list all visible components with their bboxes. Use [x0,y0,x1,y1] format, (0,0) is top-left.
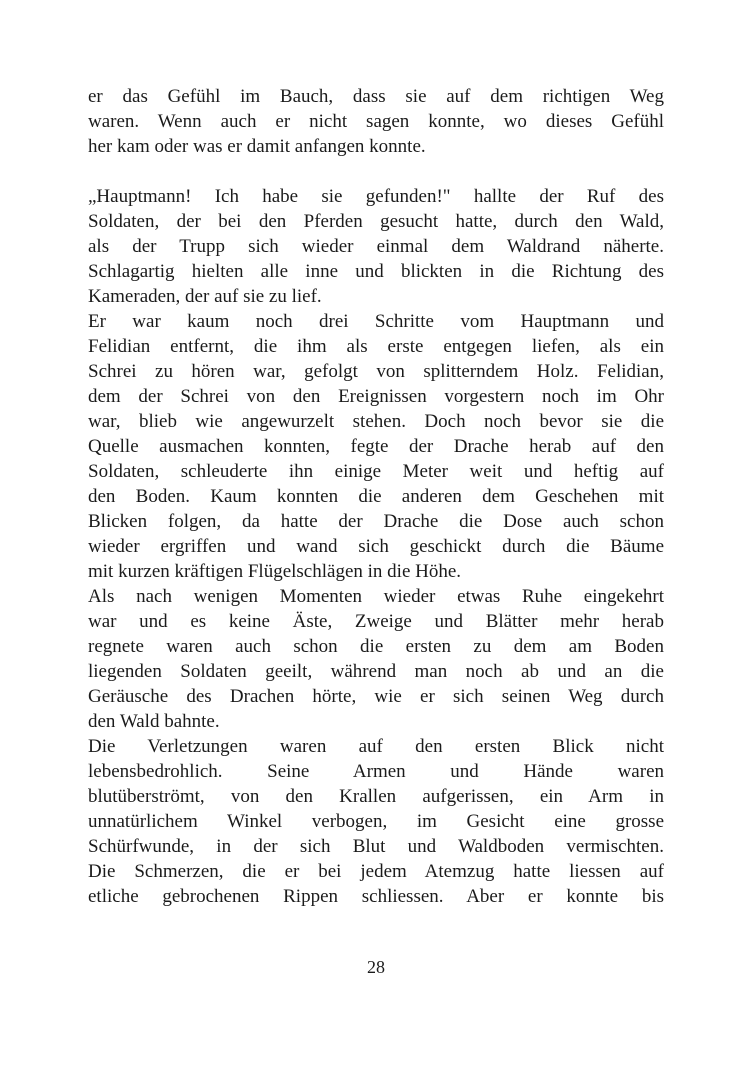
paragraph [88,184,664,309]
text-line: Geräusche des Drachen hörte, wie er sich seinen Weg durch [88,686,664,707]
text-line: Als nach wenigen Momenten wieder etwas Ruhe eingekehrt [88,586,664,607]
text-line: liegenden Soldaten geeilt, während man noch ab und an die [88,661,664,682]
text-line: mit kurzen kräftigen Flügelschlägen in die Höhe. [88,561,462,582]
paragraph [88,309,664,584]
text-line: regnete waren auch schon die ersten zu dem am Boden [88,636,664,657]
text-line: Soldaten, der bei den Pferden gesucht hatte, durch den Wald, [88,211,664,232]
page-number: 28 [367,957,385,977]
text-line: unnatürlichem Winkel verbogen, im Gesicht eine grosse [88,811,664,832]
text-block [88,84,664,909]
text-line: Blicken folgen, da hatte der Drache die Dose auch schon [88,511,664,532]
paragraph [88,584,664,734]
text-line: wieder ergriffen und wand sich geschickt durch die Bäume [88,536,664,557]
text-line: „Hauptmann! Ich habe sie gefunden!" hallte der Ruf des [88,186,664,207]
text-line: Schrei zu hören war, gefolgt von splitterndem Holz. Felidian, [88,361,664,382]
text-line: Quelle ausmachen konnten, fegte der Drache herab auf den [88,436,664,457]
text-line: Die Schmerzen, die er bei jedem Atemzug hatte liessen auf [88,861,664,882]
text-line: Er war kaum noch drei Schritte vom Hauptmann und [88,311,664,332]
paragraph [88,734,664,909]
text-line: er das Gefühl im Bauch, dass sie auf dem richtigen Weg [88,86,664,107]
text-line: Schürfwunde, in der sich Blut und Waldboden vermischten. [88,836,664,857]
text-line: Kameraden, der auf sie zu lief. [88,286,322,307]
paragraph [88,84,664,159]
text-line: blutüberströmt, von den Krallen aufgerissen, ein Arm in [88,786,664,807]
text-line: Soldaten, schleuderte ihn einige Meter weit und heftig auf [88,461,664,482]
text-line: dem der Schrei von den Ereignissen vorgestern noch im Ohr [88,386,664,407]
text-line: waren. Wenn auch er nicht sagen konnte, wo dieses Gefühl [88,111,664,132]
text-line: Schlagartig hielten alle inne und blickten in die Richtung des [88,261,664,282]
text-line: den Wald bahnte. [88,711,220,732]
text-line: lebensbedrohlich. Seine Armen und Hände waren [88,761,664,782]
text-line: war, blieb wie angewurzelt stehen. Doch noch bevor sie die [88,411,664,432]
text-line: Felidian entfernt, die ihm als erste entgegen liefen, als ein [88,336,664,357]
text-line: etliche gebrochenen Rippen schliessen. Aber er konnte bis [88,886,664,907]
text-line: als der Trupp sich wieder einmal dem Waldrand näherte. [88,236,664,257]
text-line: den Boden. Kaum konnten die anderen dem Geschehen mit [88,486,664,507]
text-line: her kam oder was er damit anfangen konnte. [88,136,426,157]
text-line: Die Verletzungen waren auf den ersten Blick nicht [88,736,664,757]
text-line: war und es keine Äste, Zweige und Blätter mehr herab [88,611,664,632]
